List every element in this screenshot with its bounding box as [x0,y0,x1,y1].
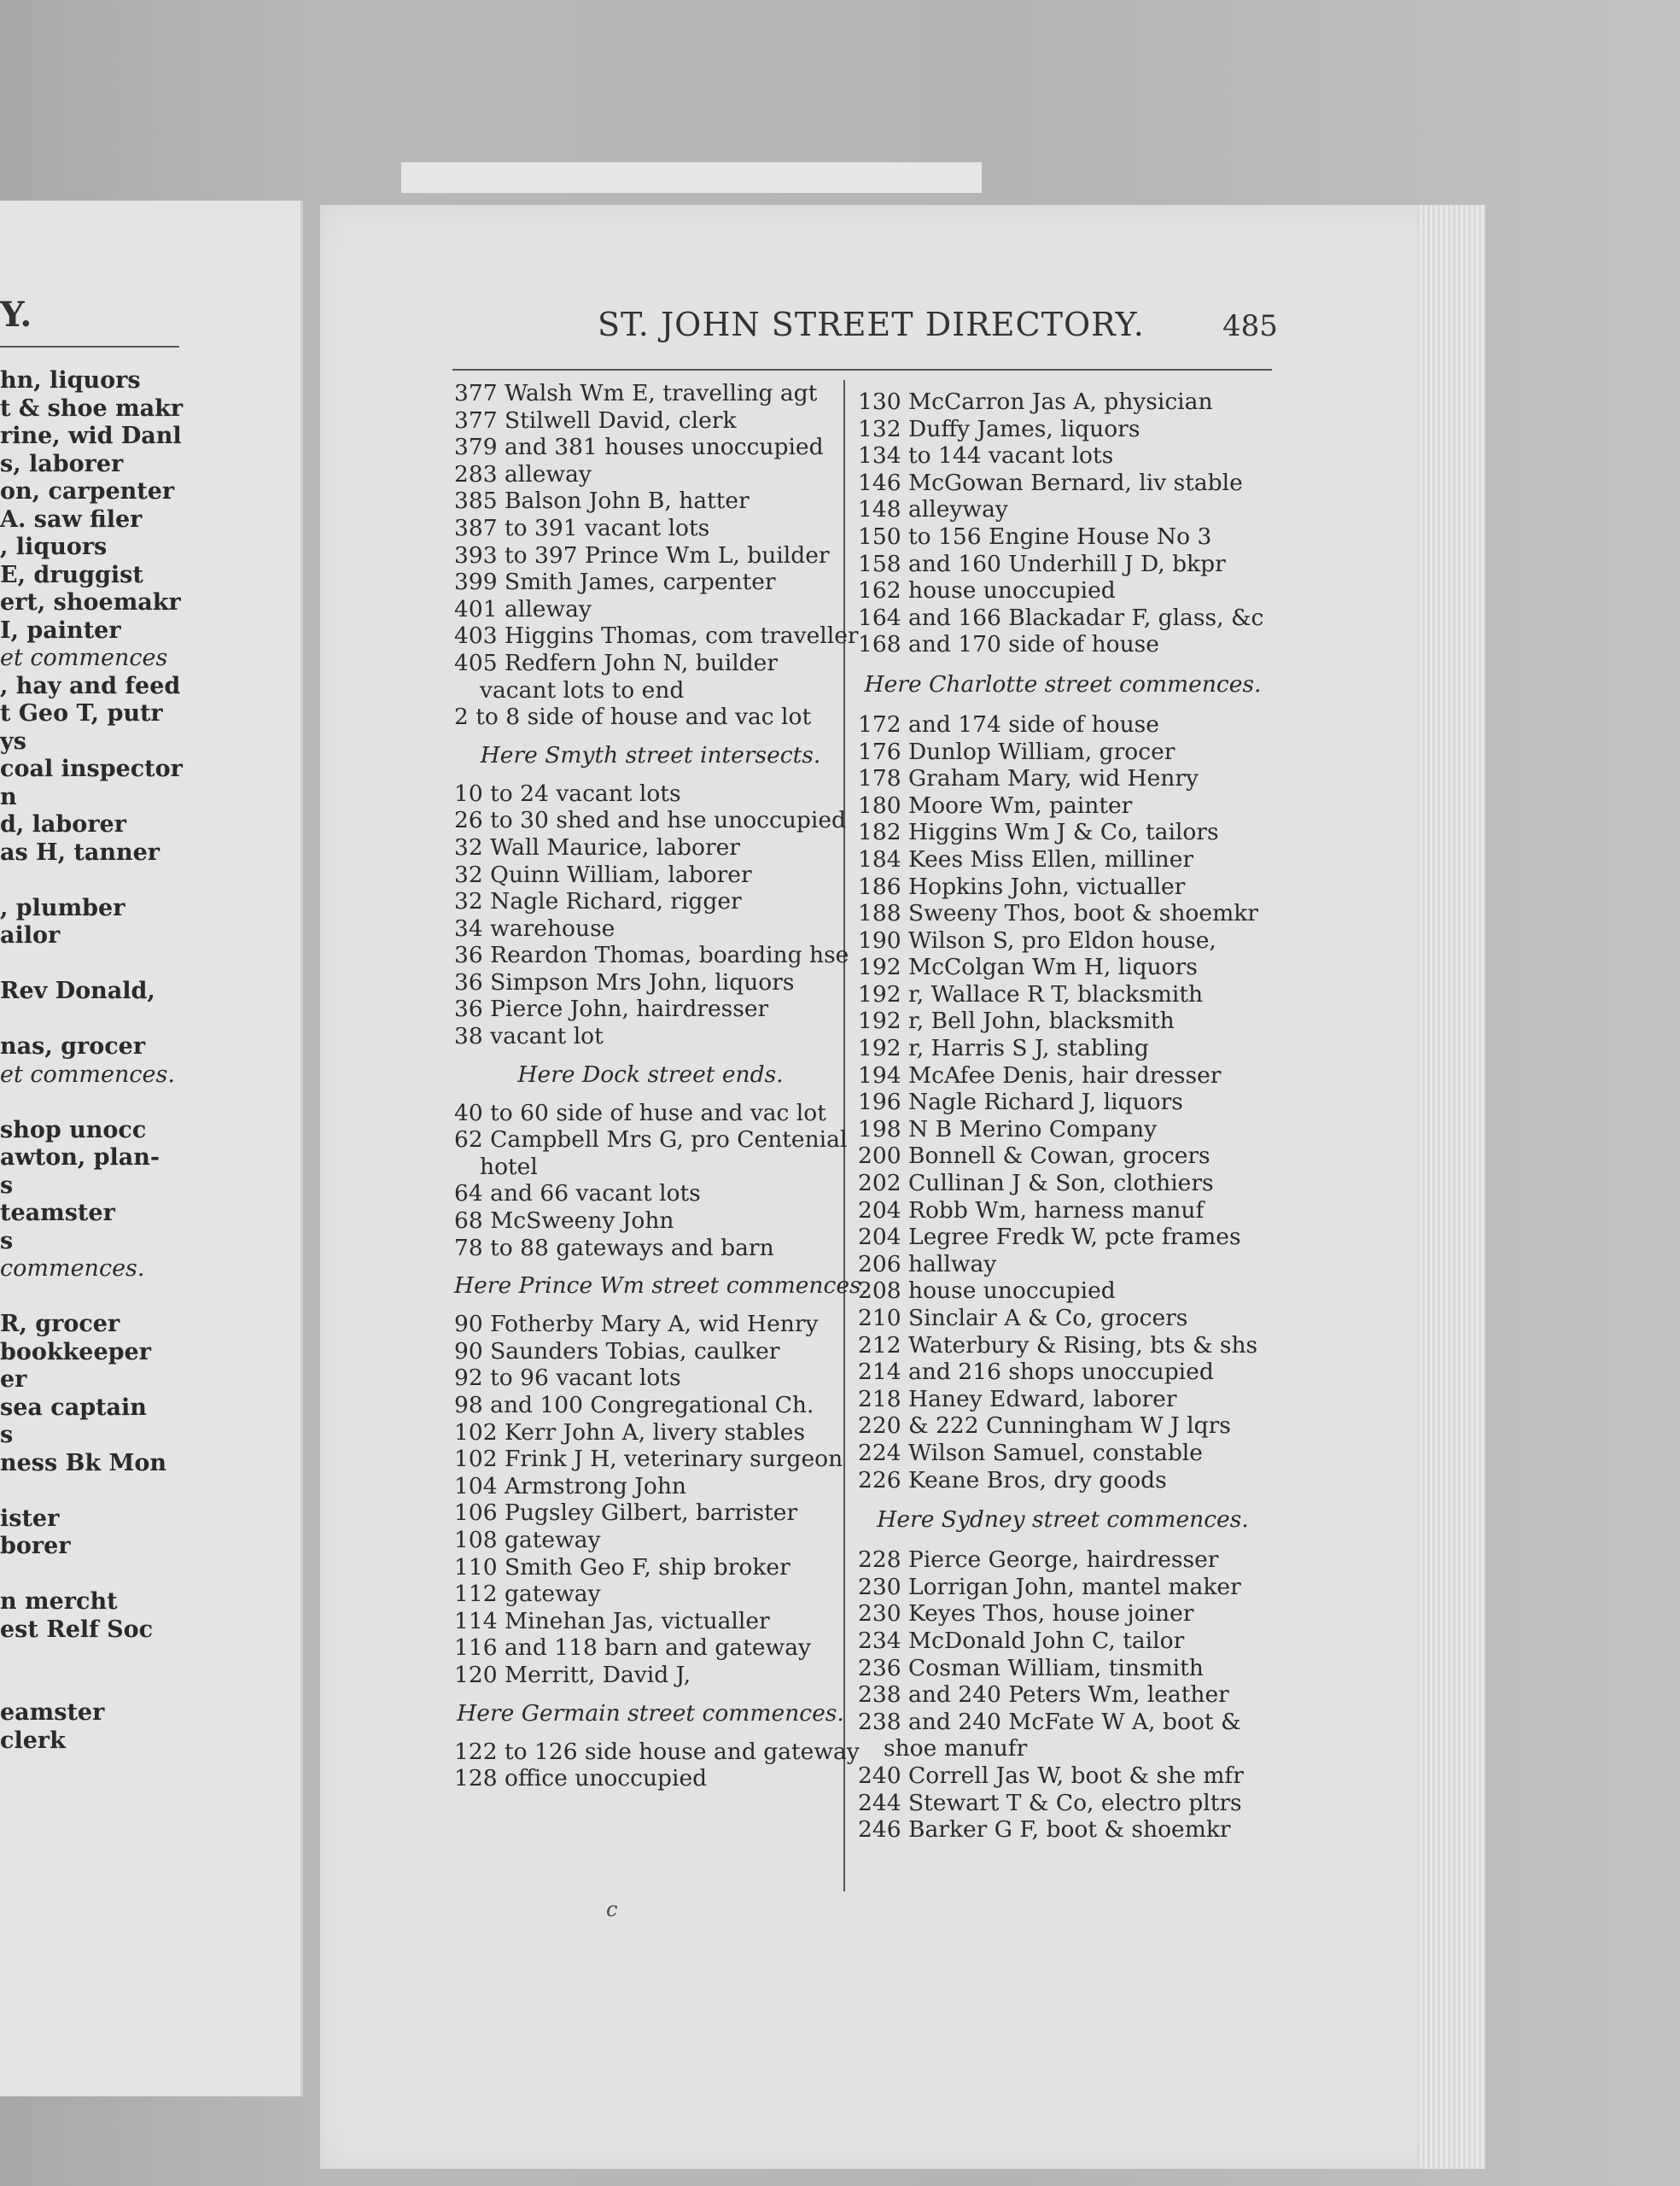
left-page-entry: ert, shoemakr [0,589,181,616]
directory-entry: 92 to 96 vacant lots [454,1365,681,1392]
directory-entry: 208 house unoccupied [858,1277,1116,1305]
header-rule [452,369,1272,371]
directory-entry: 98 and 100 Congregational Ch. [454,1392,814,1418]
directory-entry: 150 to 156 Engine House No 3 [858,523,1212,550]
left-page-lines [0,367,300,1755]
directory-entry: 230 Keyes Thos, house joiner [858,1600,1194,1628]
left-page-street-heading: commences. [0,1255,145,1282]
directory-entry: 2 to 8 side of house and vac lot [454,704,812,731]
directory-entry: 236 Cosman William, tinsmith [858,1654,1204,1681]
directory-entry: 405 Redfern John N, builder [454,649,779,676]
directory-entry: 172 and 174 side of house [858,710,1159,738]
directory-entry: 146 McGowan Bernard, liv stable [858,469,1243,496]
directory-entry: 399 Smith James, carpenter [454,569,776,596]
page-title: ST. JOHN STREET DIRECTORY. [598,306,1145,343]
left-page-entry [0,1561,300,1589]
left-page-entry: s [0,1227,14,1254]
left-page-entry: coal inspector [0,756,183,782]
directory-street-heading: Here Charlotte street commences. [864,670,1262,698]
directory-entry: 176 Dunlop William, grocer [858,738,1175,765]
left-page-entry: on, carpenter [0,478,175,505]
directory-column-left [454,380,869,1792]
directory-entry: 192 r, Harris S J, stabling [858,1035,1149,1062]
left-page-entry: t Geo T, putr [0,700,163,727]
directory-entry: 220 & 222 Cunningham W J lqrs [858,1412,1231,1440]
directory-entry: 68 McSweeny John [454,1207,674,1235]
left-page-entry: shop unocc [0,1116,147,1143]
directory-entry: hotel [480,1153,538,1180]
left-page-entry: er [0,1366,27,1393]
directory-entry: 226 Keane Bros, dry goods [858,1466,1167,1493]
directory-entry: 204 Robb Wm, harness manuf [858,1196,1205,1224]
left-page-entry: hn, liquors [0,367,141,394]
directory-street-heading: Here Smyth street intersects. [480,741,821,769]
directory-entry: 10 to 24 vacant lots [454,780,681,807]
page-edge [1417,205,1485,2169]
left-page-entry: s [0,1422,14,1448]
left-page-street-heading: et commences [0,645,168,671]
directory-entry: 180 Moore Wm, painter [858,792,1133,819]
left-page-header: Y. [0,295,32,335]
left-page-rule [0,346,179,348]
left-page-entry: s [0,1172,14,1199]
left-page-entry [0,867,300,895]
directory-entry: 32 Wall Maurice, laborer [454,833,740,861]
directory-entry: 134 to 144 vacant lots [858,442,1114,470]
left-page-entry: teamster [0,1200,115,1226]
directory-entry: 102 Kerr John A, livery stables [454,1418,806,1446]
left-page-entry: n mercht [0,1588,118,1615]
left-page-entry: awton, plan- [0,1144,160,1171]
left-page-entry: Rev Donald, [0,978,155,1004]
directory-entry: 210 Sinclair A & Co, grocers [858,1305,1188,1331]
left-page-entry: est Relf Soc [0,1616,154,1643]
left-page-entry: ness Bk Mon [0,1449,167,1476]
left-page-entry: borer [0,1533,71,1559]
left-page-entry: eamster [0,1699,105,1726]
left-page-entry: rine, wid Danl [0,423,182,449]
directory-entry: vacant lots to end [480,676,685,704]
directory-entry: 234 McDonald John C, tailor [858,1627,1185,1654]
directory-entry: 228 Pierce George, hairdresser [858,1546,1219,1574]
directory-entry: 132 Duffy James, liquors [858,415,1140,442]
directory-entry: 114 Minehan Jas, victualler [454,1607,770,1634]
directory-entry: 192 McColgan Wm H, liquors [858,954,1198,981]
directory-entry: 36 Reardon Thomas, boarding hse [454,942,849,969]
directory-entry: 122 to 126 side house and gateway [454,1738,860,1765]
left-page-entry: bookkeeper [0,1338,151,1365]
directory-entry: shoe manufr [884,1735,1028,1762]
directory-entry: 192 r, Bell John, blacksmith [858,1008,1175,1035]
left-page-entry: nas, grocer [0,1033,146,1060]
directory-entry: 90 Saunders Tobias, caulker [454,1337,780,1365]
left-page-entry: ys [0,728,26,755]
directory-entry: 214 and 216 shops unoccupied [858,1359,1214,1386]
directory-entry: 128 office unoccupied [454,1765,708,1792]
directory-entry: 158 and 160 Underhill J D, bkpr [858,550,1226,577]
directory-entry: 178 Graham Mary, wid Henry [858,765,1199,792]
directory-entry: 90 Fotherby Mary A, wid Henry [454,1311,819,1338]
directory-entry: 38 vacant lot [454,1023,604,1050]
directory-entry: 198 N B Merino Company [858,1115,1158,1143]
left-page-entry [0,1644,300,1672]
left-page-entry: E, druggist [0,561,143,588]
directory-entry: 196 Nagle Richard J, liquors [858,1089,1183,1116]
directory-entry: 110 Smith Geo F, ship broker [454,1553,790,1581]
directory-entry: 202 Cullinan J & Son, clothiers [858,1170,1214,1197]
left-page-entry: R, grocer [0,1311,120,1337]
left-page-entry: sea captain [0,1394,147,1421]
directory-entry: 184 Kees Miss Ellen, milliner [858,845,1194,873]
left-page [0,201,303,2096]
left-page-entry: I, painter [0,617,121,644]
left-page-entry: A. saw filer [0,506,143,533]
paper-tab [401,162,982,193]
directory-entry: 379 and 381 houses unoccupied [454,434,824,461]
directory-entry: 238 and 240 McFate W A, boot & [858,1708,1241,1735]
directory-entry: 40 to 60 side of huse and vac lot [454,1099,826,1126]
directory-entry: 148 alleyway [858,496,1008,523]
directory-entry: 401 alleway [454,595,592,622]
left-page-entry: n [0,783,17,810]
directory-street-heading: Here Sydney street commences. [877,1506,1249,1534]
left-page-entry: d, laborer [0,811,126,838]
directory-entry: 36 Simpson Mrs John, liquors [454,968,795,996]
page-number: 485 [1222,309,1278,343]
directory-entry: 102 Frink J H, veterinary surgeon [454,1446,843,1473]
directory-entry: 387 to 391 vacant lots [454,514,710,541]
directory-entry: 283 alleway [454,460,592,488]
directory-entry: 78 to 88 gateways and barn [454,1234,774,1261]
directory-entry: 32 Quinn William, laborer [454,861,752,888]
directory-entry: 64 and 66 vacant lots [454,1180,701,1207]
left-page-entry: s, laborer [0,450,124,477]
left-page-entry: clerk [0,1727,66,1754]
directory-entry: 168 and 170 side of house [858,631,1159,658]
directory-entry: 230 Lorrigan John, mantel maker [858,1573,1241,1600]
directory-entry: 403 Higgins Thomas, com traveller [454,622,859,650]
signature-mark: c [606,1897,618,1921]
directory-entry: 108 gateway [454,1526,601,1553]
directory-entry: 200 Bonnell & Cowan, grocers [858,1143,1210,1170]
directory-entry: 164 and 166 Blackadar F, glass, &c [858,604,1264,631]
directory-entry: 186 Hopkins John, victualler [858,873,1186,900]
left-page-entry [0,950,300,979]
directory-entry: 385 Balson John B, hatter [454,488,750,515]
directory-entry: 32 Nagle Richard, rigger [454,888,742,915]
directory-entry: 204 Legree Fredk W, pcte frames [858,1224,1241,1251]
directory-entry: 36 Pierce John, hairdresser [454,996,769,1023]
directory-entry: 377 Stilwell David, clerk [454,406,737,434]
directory-entry: 240 Correll Jas W, boot & she mfr [858,1762,1244,1789]
directory-entry: 393 to 397 Prince Wm L, builder [454,541,830,569]
directory-entry: 106 Pugsley Gilbert, barrister [454,1499,798,1527]
left-page-entry [0,1672,300,1700]
left-page-entry: , plumber [0,894,125,921]
left-page-entry [0,1477,300,1505]
left-page-entry: , liquors [0,534,108,560]
directory-entry: 120 Merritt, David J, [454,1661,691,1688]
directory-entry: 62 Campbell Mrs G, pro Centenial [454,1126,848,1154]
left-page-street-heading: et commences. [0,1061,175,1088]
directory-entry: 182 Higgins Wm J & Co, tailors [858,819,1219,846]
directory-entry: 188 Sweeny Thos, boot & shoemkr [858,900,1258,927]
left-page-entry [0,1283,300,1312]
directory-entry: 112 gateway [454,1581,601,1608]
directory-street-heading: Here Prince Wm street commences. [454,1272,869,1300]
directory-street-heading: Here Germain street commences. [457,1699,844,1727]
directory-entry: 206 hallway [858,1250,997,1277]
left-page-entry: ailor [0,922,61,949]
directory-entry: 34 warehouse [454,915,615,942]
directory-entry: 192 r, Wallace R T, blacksmith [858,980,1204,1008]
left-page-entry [0,1089,300,1117]
directory-entry: 104 Armstrong John [454,1472,686,1499]
directory-entry: 116 and 118 barn and gateway [454,1634,811,1662]
left-page-entry [0,1006,300,1034]
directory-street-heading: Here Dock street ends. [517,1061,784,1088]
directory-entry: 224 Wilson Samuel, constable [858,1439,1203,1466]
directory-column-right [858,389,1268,1844]
directory-entry: 218 Haney Edward, laborer [858,1385,1177,1412]
directory-entry: 26 to 30 shed and hse unoccupied [454,807,847,834]
left-page-entry: , hay and feed [0,672,181,699]
directory-entry: 162 house unoccupied [858,577,1116,605]
directory-entry: 377 Walsh Wm E, travelling agt [454,380,818,406]
left-page-entry: t & shoe makr [0,395,184,422]
directory-entry: 238 and 240 Peters Wm, leather [858,1681,1229,1709]
directory-entry: 246 Barker G F, boot & shoemkr [858,1816,1231,1844]
directory-entry: 194 McAfee Denis, hair dresser [858,1061,1222,1089]
left-page-entry: as H, tanner [0,839,160,866]
directory-entry: 244 Stewart T & Co, electro pltrs [858,1789,1242,1816]
directory-entry: 190 Wilson S, pro Eldon house, [858,926,1216,954]
directory-entry: 212 Waterbury & Rising, bts & shs [858,1331,1258,1359]
directory-entry: 130 McCarron Jas A, physician [858,389,1213,415]
left-page-entry: ister [0,1505,60,1532]
